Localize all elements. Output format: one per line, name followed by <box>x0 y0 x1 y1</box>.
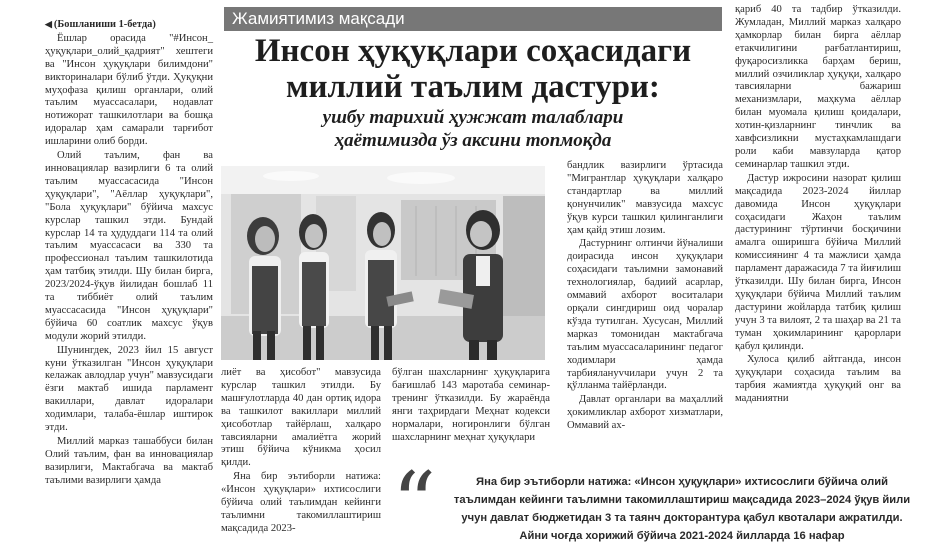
photo-of-students-icon <box>221 166 545 360</box>
paragraph: Миллий марказ ташаббуси билан Олий таълим, фан ва инновациялар вазирлиги, Мактабгача ва мактаб таълими вазирлиги ҳамда <box>45 436 213 486</box>
paragraph: Дастурнинг олтинчи йўналиши доирасида инсон ҳуқуқлари соҳасидаги таълимни замонавий технологиялар, бадиий асарлар, оммавий ахборот воситалари орқали сингдириш оид чоралар кўзда тутилган. Хусусан, Миллий марказ томонидан мактабгача таълим муассасаларининг педагог ходимлари ҳамда тарбиялануvчилари учун 2 та қўлланма тайёрланди. <box>567 238 723 392</box>
paragraph: бўлган шахсларнинг ҳуқуқларига бағишлаб 143 маротаба семинар-тренинг ўтказилди. Бу жараёнда янги таҳрирдаги Меҳнат кодекси нормалари, ногиронлиги бўлган шахсларнинг меҳнат ҳуқуқлари <box>392 367 550 443</box>
section-label: Жамиятимиз мақсади <box>224 7 722 31</box>
article-column-4 <box>567 160 723 433</box>
paragraph: Яна бир эътиборли натижа: «Инсон ҳуқуқлари» ихтисослиги бўйича олий таълимдан кейинги таълимни такомиллаштириш мақсадида 2023- <box>221 471 381 534</box>
paragraph: Шунингдек, 2023 йил 15 август куни ўтказилган "Инсон ҳуқуқлари келажак авлодлар учун" мавзусидаги ёзги мактаб ишида парламент вакиллари, давлат идоралари ходимлари, талаба-ёшлар иштирок этди. <box>45 344 213 434</box>
subheadline-line-1: ушбу тарихий ҳужжат талаблари <box>322 107 624 128</box>
article-column-1 <box>45 18 213 488</box>
subheadline-line-2: ҳаётимизда ўз аксини топмоқда <box>334 130 612 151</box>
subheadline <box>224 106 722 152</box>
article-photo <box>221 166 545 360</box>
continuation-note: ◀ (Бошланиши 1-бетда) <box>45 19 156 30</box>
paragraph: Давлат органлари ва маҳаллий ҳокимликлар ахборот хизматлари, Оммавий ах- <box>567 394 723 432</box>
pull-quote <box>392 454 912 554</box>
article-column-2 <box>221 367 381 536</box>
paragraph: лиёт ва ҳисобот" мавзусида курслар ташкил этилди. Бу машғулотларда 40 дан ортиқ идора ва ташкилот вакиллари миллий ҳисоботлар тайёрлаш, халқаро тавсияларни амалиётга жорий этиш бўйича кўникма ҳосил қилди. <box>221 367 381 469</box>
paragraph: бандлик вазирлиги ўртасида "Мигрантлар ҳуқуқлари халқаро стандартлар ва миллий қонунчилик" мавзусида махсус ўқув курси ташкил қилинганлиги ҳам қайд этиш лозим. <box>567 160 723 236</box>
arrow-left-icon: ◀ <box>45 19 52 29</box>
paragraph: Ёшлар орасида "#Инсон_ ҳуқуқлари_олий_қадрият" хештеги ва "Инсон ҳуқуқлари билимдони" викториналари бўлиб ўтди. Ҳуқуқни муҳофаза қилиш органлари, олий таълим муассасалари, нодавлат нотижорат ташкилотлари ва бошқа идоралар ҳам самарали тарғибот ишларини олиб борди. <box>45 32 213 148</box>
paragraph: Дастур ижросини назорат қилиш мақсадида 2023-2024 йиллар давомида Инсон ҳуқуқлари соҳасидаги Жаҳон таълим дастурининг тўртинчи босқичини амалга оширишга бўйича Миллий комиссиянинг 4 та мажлиси ҳамда парламент даражасида 7 та йиғилиш ўтказилди. Шу билан бирга, Инсон ҳуқуқлари бўйича Миллий таълим дастурини жойларда татбиқ қилиш учун 3 та вилоят, 2 та шаҳар ва 21 та туман ҳокимларининг қарорлари қабул қилинди. <box>735 172 901 352</box>
article-column-3 <box>392 367 550 444</box>
paragraph: Хулоса қилиб айтганда, инсон ҳуқуқлари соҳасида таълим ва тарбия жамиятда ҳуқуқий онг ва маданиятни <box>735 354 901 405</box>
quote-mark-icon: “ <box>392 454 436 554</box>
paragraph: қариб 40 та тадбир ўтказилди. Жумладан, Миллий марказ халқаро ҳамкорлар билан бирга аёллар етакчилигини рағбатлантириш, фуқаросизликка барҳам бериш, миллий озчиликлар ҳуқуқи, халқаро тавсияларни бажариш механизмлари, маҳкума аёллар билан муомала қилиш қоидалари, хотин-қизларнинг тинчлик ва хавфсизликни мустаҳкамлашдаги роли каби мавзуларда қатор семинарлар ташкил этди. <box>735 4 901 170</box>
headline-line-1: Инсон ҳуқуқлари соҳасидаги <box>254 33 692 69</box>
pull-quote-text: Яна бир эътиборли натижа: «Инсон ҳуқуқлари» ихтисослиги бўйича олий таълимдан кейинги таълимни такомиллаштириш мақсадида 2023–2024 ўқув йили учун давлат бюджетидан 3 та таянч докторантура қабул квоталари ажратилди. Айни чоғда хорижий бўйича 2021-2024 йилларда 16 нафар <box>453 476 911 542</box>
article-column-5 <box>735 4 901 406</box>
paragraph: Олий таълим, фан ва инновациялар вазирлиги 6 та олий таълим муассасасида "Инсон ҳуқуқлари", "Аёллар ҳуқуқлари", "Бола ҳуқуқлари" бўйича махсус курслар ташкил этди. Бундай курслар 14 та ҳудуддаги 114 та олий таълим муассасаси ва 330 та профессионал таълим ташкилотида ҳам татбиқ этилди. Шу билан бирга, 2023/2024-ўқув йилидан бошлаб 11 та тиббиёт олий таълим муассасасида "Инсон ҳуқуқлари" бўйича 60 соатлик махсус ўқув модули жорий этилди. <box>45 150 213 342</box>
headline-line-2: миллий таълим дастури: <box>286 69 660 105</box>
headline <box>224 33 722 105</box>
